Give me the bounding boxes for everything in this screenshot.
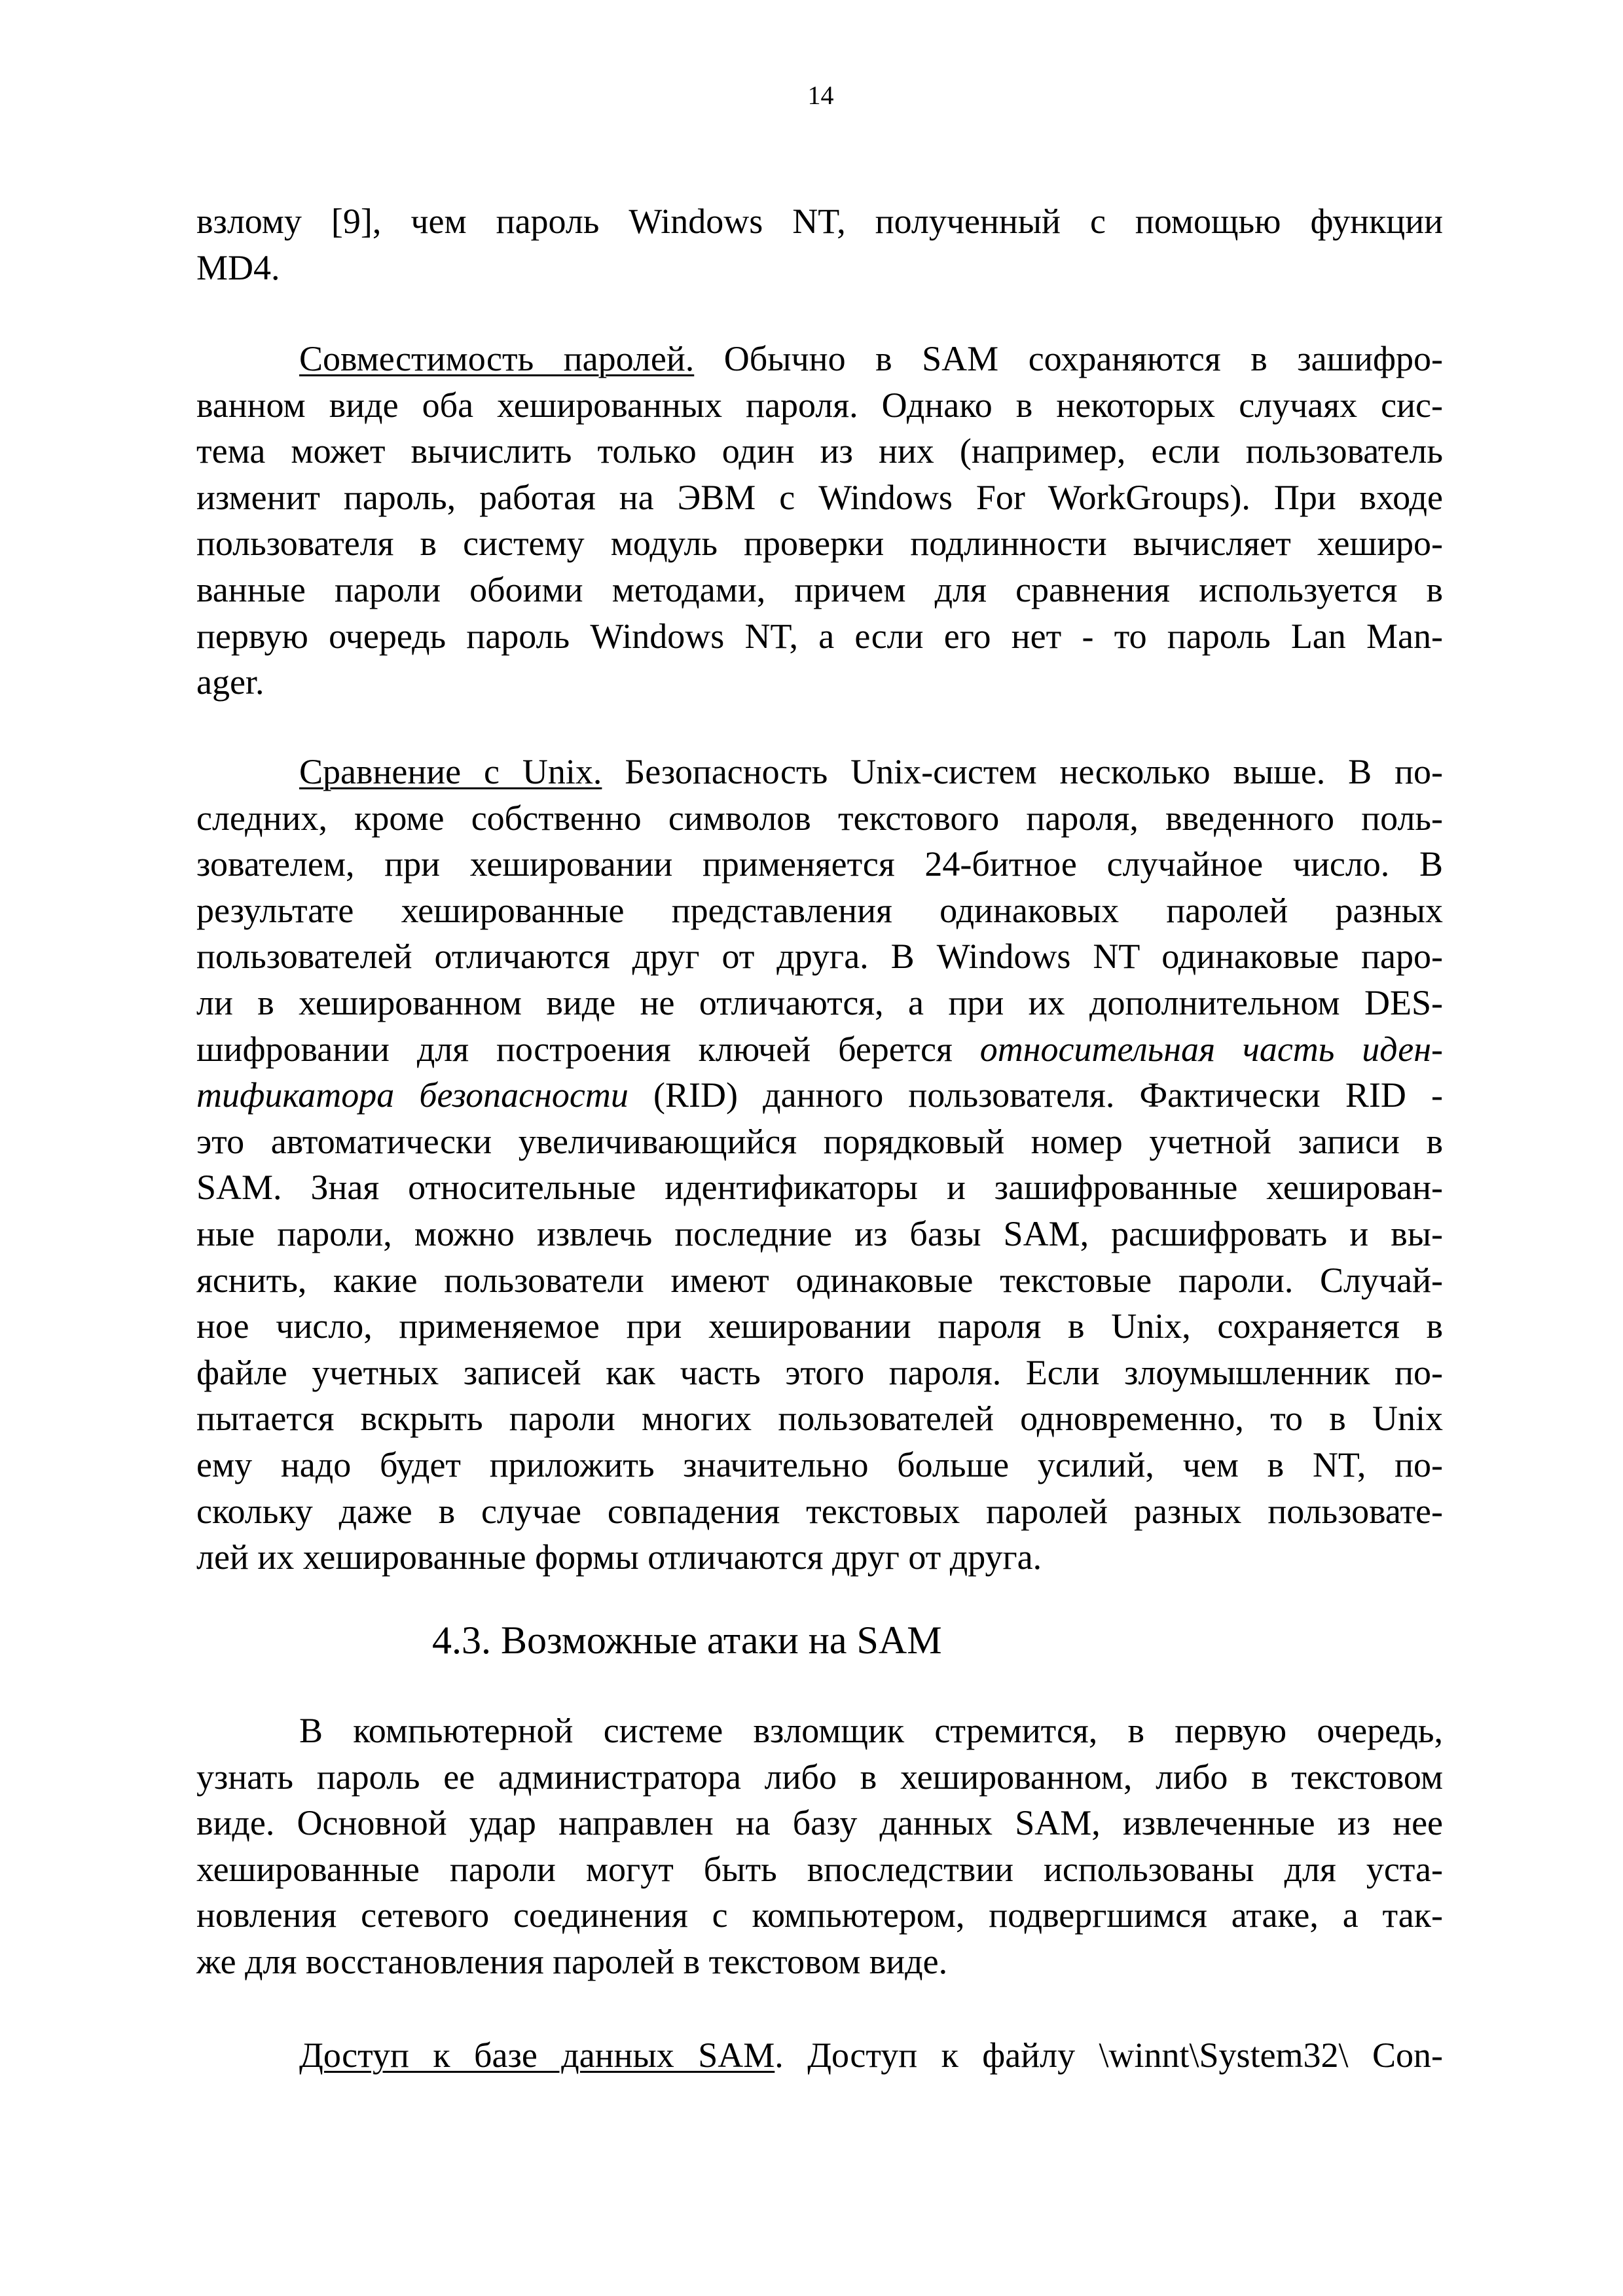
text-segment: ное число, применяемое при хешировании пароля в Unix, сохраняется в: [196, 1306, 1443, 1346]
underlined-term: Доступ к базе данных SAM: [299, 2036, 775, 2075]
section-heading: 4.3. Возможные атаки на SAM: [432, 1619, 942, 1662]
text-segment: MD4.: [196, 247, 280, 287]
text-line: [196, 1395, 1443, 1442]
text-segment: ванном виде оба хешированных пароля. Однако в некоторых случаях сис-: [196, 385, 1443, 425]
paragraph: [196, 336, 1443, 706]
text-line: [196, 1350, 1443, 1396]
text-line: [196, 1164, 1443, 1211]
text-segment: ему надо будет приложить значительно больше усилий, чем в NT, по-: [196, 1444, 1443, 1484]
text-segment: же для восстановления паролей в текстовом виде.: [196, 1941, 948, 1981]
text-line: [196, 933, 1443, 980]
text-segment: изменит пароль, работая на ЭВМ с Windows For WorkGroups). При входе: [196, 477, 1443, 517]
text-line: [196, 198, 1443, 245]
paragraph: [196, 1708, 1443, 1985]
text-line: [196, 1257, 1443, 1304]
text-segment: тема может вычислить только один из них (например, если пользователь: [196, 431, 1443, 471]
text-segment: яснить, какие пользователи имеют одинаковые текстовые пароли. Случай-: [196, 1260, 1443, 1300]
text-line: [196, 1846, 1443, 1893]
text-segment: Обычно в SAM сохраняются в зашифро-: [694, 339, 1444, 378]
text-segment: SAM. Зная относительные идентификаторы и зашифрованные хеширован-: [196, 1168, 1443, 1208]
text-line: [196, 1939, 1443, 1985]
text-line: [196, 841, 1443, 888]
text-segment: (RID) данного пользователя. Фактически RID -: [628, 1075, 1443, 1115]
paragraph: [196, 198, 1443, 291]
text-segment: взлому [9], чем пароль Windows NT, полученный с помощью функции: [196, 202, 1443, 241]
text-line: [196, 1119, 1443, 1165]
text-line: [196, 1303, 1443, 1350]
text-line: [196, 795, 1443, 842]
paragraph: [196, 2032, 1443, 2079]
text-line: [196, 567, 1443, 613]
text-segment: ные пароли, можно извлечь последние из базы SAM, расшифровать и вы-: [196, 1213, 1443, 1253]
text-line: [196, 1211, 1443, 1257]
page-number: 14: [807, 81, 834, 110]
text-segment: шифровании для построения ключей берется: [196, 1029, 980, 1069]
text-segment: следних, кроме собственно символов текстового пароля, введенного поль-: [196, 798, 1443, 838]
text-line: [196, 1534, 1443, 1581]
text-segment: это автоматически увеличивающийся порядковый номер учетной записи в: [196, 1121, 1443, 1161]
text-line: [196, 2032, 1443, 2079]
text-segment: лей их хешированные формы отличаются друг от друга.: [196, 1537, 1042, 1577]
text-segment: . Доступ к файлу \winnt\System32\ Con-: [775, 2036, 1443, 2075]
text-line: [196, 1072, 1443, 1119]
text-segment: пытается вскрыть пароли многих пользователей одновременно, то в Unix: [196, 1399, 1443, 1439]
paragraph: [196, 749, 1443, 1581]
text-segment: Безопасность Unix-систем несколько выше. В по-: [602, 752, 1443, 791]
text-segment: виде. Основной удар направлен на базу данных SAM, извлеченные из нее: [196, 1803, 1443, 1843]
italic-term: тификатора безопасности: [196, 1075, 629, 1115]
text-segment: ager.: [196, 662, 264, 702]
text-line: [196, 475, 1443, 521]
text-line: [196, 888, 1443, 934]
text-line: [196, 1026, 1443, 1073]
text-segment: пользователей отличаются друг от друга. В Windows NT одинаковые паро-: [196, 937, 1443, 977]
underlined-term: Совместимость паролей.: [299, 339, 695, 378]
text-line: [196, 613, 1443, 660]
text-line: [196, 1892, 1443, 1939]
text-line: [196, 1800, 1443, 1846]
text-line: [196, 1442, 1443, 1488]
text-line: [196, 980, 1443, 1026]
text-segment: файле учетных записей как часть этого пароля. Если злоумышленник по-: [196, 1352, 1443, 1392]
text-line: [196, 245, 1443, 291]
text-line: [196, 1708, 1443, 1754]
text-line: [196, 382, 1443, 429]
text-segment: первую очередь пароль Windows NT, а если его нет - то пароль Lan Man-: [196, 616, 1443, 656]
text-segment: узнать пароль ее администратора либо в хешированном, либо в текстовом: [196, 1757, 1443, 1797]
text-line: [196, 1488, 1443, 1535]
text-line: [196, 659, 1443, 706]
text-segment: хешированные пароли могут быть впоследствии использованы для уста-: [196, 1849, 1443, 1889]
text-line: [196, 1754, 1443, 1801]
text-segment: пользователя в систему модуль проверки подлинности вычисляет хеширо-: [196, 524, 1443, 564]
text-segment: результате хешированные представления одинаковых паролей разных: [196, 890, 1443, 930]
text-segment: скольку даже в случае совпадения текстовых паролей разных пользовате-: [196, 1491, 1443, 1531]
text-line: [196, 520, 1443, 567]
text-line: [196, 336, 1443, 382]
text-line: [196, 749, 1443, 795]
text-segment: ли в хешированном виде не отличаются, а при их дополнительном DES-: [196, 982, 1443, 1022]
text-segment: новления сетевого соединения с компьютером, подвергшимся атаке, а так-: [196, 1895, 1443, 1935]
text-line: [196, 428, 1443, 475]
italic-term: относительная часть иден-: [979, 1029, 1443, 1069]
underlined-term: Сравнение с Unix.: [299, 752, 602, 791]
text-segment: зователем, при хешировании применяется 24-битное случайное число. В: [196, 844, 1443, 884]
text-segment: В компьютерной системе взломщик стремится, в первую очередь,: [299, 1711, 1443, 1750]
text-segment: ванные пароли обоими методами, причем для сравнения используется в: [196, 569, 1443, 609]
